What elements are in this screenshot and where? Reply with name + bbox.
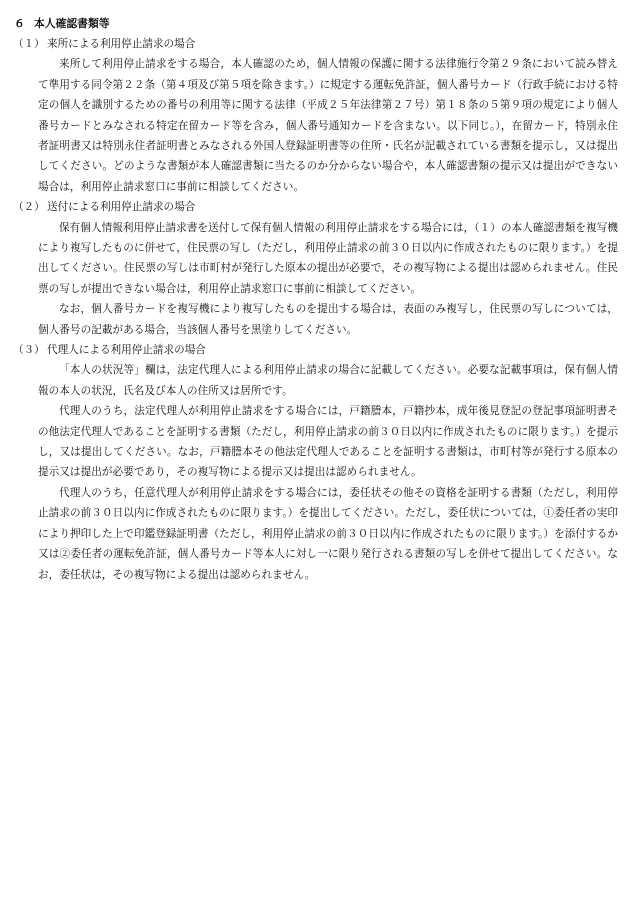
paragraph: 「本人の状況等」欄は，法定代理人による利用停止請求の場合に記載してください。必要な記載事項は，保有個人情報の本人の状況，氏名及び本人の住所又は居所です。 xyxy=(38,364,618,397)
section-heading xyxy=(14,14,618,34)
paragraph: なお，個人番号カードを複写機により複写したものを提出する場合は，表面のみ複写し，住民票の写しについては，個人番号の記載がある場合，当該個人番号を黒塗りしてください。 xyxy=(38,303,618,336)
subsection-number: （３） xyxy=(13,344,45,357)
subsection-in-person xyxy=(14,34,618,197)
paragraph: 代理人のうち，任意代理人が利用停止請求をする場合には，委任状その他その資格を証明する書類（ただし，利用停止請求の前３０日以内に作成されたものに限ります。）を提出してください。ただし，委任状については，①委任者の実印により押印した上で印鑑登録証明書（ただし，利用停止請求の前３０日以内に作成されたものに限ります。）を添付するか又は②委任者の運転免許証，個人番号カード等本人に対し一に限り発行される書類の写しを併せて提出してください。なお，委任状は，その複写物による提出は認められません。 xyxy=(38,486,618,581)
subsection-heading xyxy=(14,197,618,217)
subsection-title: 送付による利用停止請求の場合 xyxy=(47,201,196,214)
section-number: ６ xyxy=(14,17,25,30)
subsection-number: （１） xyxy=(13,38,45,50)
subsection-title: 代理人による利用停止請求の場合 xyxy=(47,344,206,357)
paragraph: 来所して利用停止請求をする場合，本人確認のため，個人情報の保護に関する法律施行令第２９条において読み替えて準用する同令第２２条（第４項及び第５項を除きます。）に規定する運転免許証，個人番号カード（行政手続における特定の個人を識別するための番号の利用等に関する法律（平成２５年法律第２７号）第１８条の５第９項の規定により個人番号カードとみなされる特定在留カード等を含み，個人番号通知カードを含まない。以下同じ。），在留カード，特別永住者証明書又は特別永住者証明書とみなされる外国人登録証明書等の住所・氏名が記載されている書類を提示し，又は提出してください。どのような書類が本人確認書類に当たるのか分からない場合や，本人確認書類の提示又は提出ができない場合は，利用停止請求窓口に事前に相談してください。 xyxy=(38,58,618,193)
subsection-title: 来所による利用停止請求の場合 xyxy=(47,38,196,50)
subsection-number: （２） xyxy=(13,201,45,214)
section-title: 本人確認書類等 xyxy=(34,17,110,30)
paragraph: 保有個人情報利用停止請求書を送付して保有個人情報の利用停止請求をする場合には，（１）の本人確認書類を複写機により複写したものに併せて，住民票の写し（ただし，利用停止請求の前３０日以内に作成されたものに限ります。）を提出してください。住民票の写しは市町村が発行した原本の提出が必要で，その複写物による提出は認められません。住民票の写しが提出できない場合は，利用停止請求窓口に事前に相談してください。 xyxy=(38,221,618,295)
paragraph: 代理人のうち，法定代理人が利用停止請求をする場合には，戸籍謄本，戸籍抄本，成年後見登記の登記事項証明書その他法定代理人であることを証明する書類（ただし，利用停止請求の前３０日以内に作成されたものに限ります。）を提示し，又は提出してください。なお，戸籍謄本その他法定代理人であることを証明する書類は，市町村等が発行する原本の提示又は提出が必要であり，その複写物による提示又は提出は認められません。 xyxy=(38,405,618,479)
subsection-by-mail xyxy=(14,197,618,340)
subsection-heading xyxy=(14,34,618,54)
subsection-by-agent xyxy=(14,340,618,585)
subsection-heading xyxy=(14,340,618,360)
